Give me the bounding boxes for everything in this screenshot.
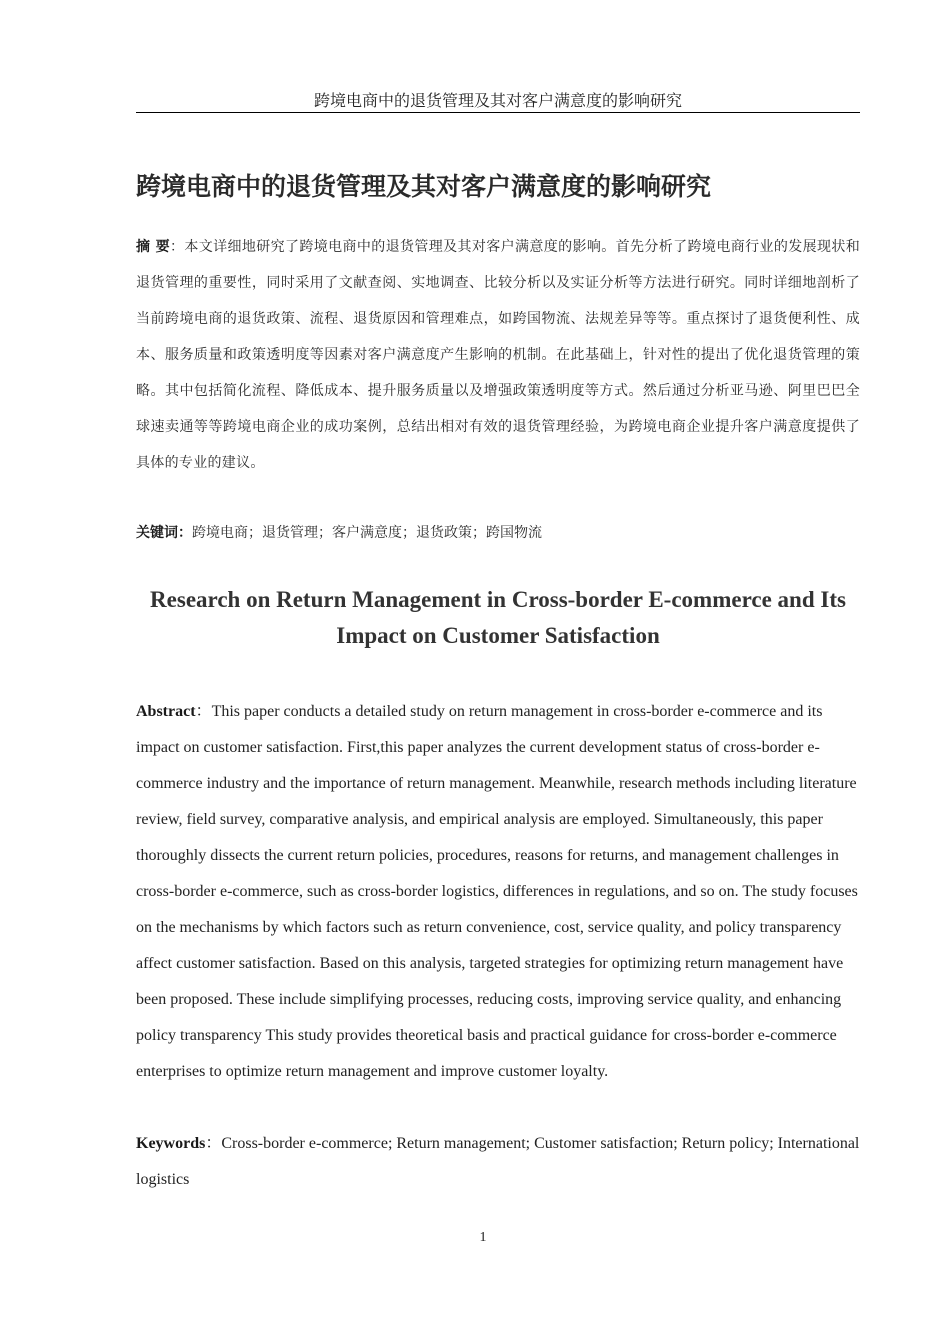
english-keywords-separator: ： (205, 1135, 222, 1152)
english-abstract-label: Abstract (136, 703, 196, 720)
chinese-keywords-label: 关键词： (136, 525, 192, 541)
chinese-keywords-text: 跨境电商；退货管理；客户满意度；退货政策；跨国物流 (192, 525, 542, 541)
chinese-keywords (136, 517, 860, 549)
english-keywords (136, 1126, 860, 1198)
english-title: Research on Return Management in Cross-border E-commerce and Its Impact on Customer Satisfaction (150, 587, 846, 648)
chinese-abstract-label: 摘 要 (136, 239, 171, 255)
english-abstract (136, 694, 862, 1090)
running-header: 跨境电商中的退货管理及其对客户满意度的影响研究 (136, 90, 860, 113)
page-number: 1 (479, 1230, 487, 1245)
english-keywords-label: Keywords (136, 1135, 206, 1152)
english-abstract-text: This paper conducts a detailed study on return management in cross-border e-commerce and its impact on customer satisfaction. First,this paper analyzes the current development status of cross-border e-commerce industry and the importance of return management. Meanwhile, research methods including literature review, field survey, comparative analysis, and empirical analysis are employed. Simultaneously, this paper thoroughly dissects the current return policies, procedures, reasons for returns, and management challenges in cross-border e-commerce, such as cross-border logistics, differences in regulations, and so on. The study focuses on the mechanisms by which factors such as return convenience, cost, service quality, and policy transparency affect customer satisfaction. Based on this analysis, targeted strategies for optimizing return management have been proposed. These include simplifying processes, reducing costs, improving service quality, and enhancing policy transparency This study provides theoretical basis and practical guidance for cross-border e-commerce enterprises to optimize return management and improve customer loyalty. (136, 703, 858, 1080)
chinese-title: 跨境电商中的退货管理及其对客户满意度的影响研究 (136, 172, 712, 201)
english-keywords-text: Cross-border e-commerce; Return management; Customer satisfaction; Return policy; International logistics (136, 1135, 860, 1188)
chinese-abstract (136, 229, 860, 481)
chinese-abstract-text: 本文详细地研究了跨境电商中的退货管理及其对客户满意度的影响。首先分析了跨境电商行业的发展现状和退货管理的重要性，同时采用了文献查阅、实地调查、比较分析以及实证分析等方法进行研究。同时详细地剖析了当前跨境电商的退货政策、流程、退货原因和管理难点，如跨国物流、法规差异等等。重点探讨了退货便利性、成本、服务质量和政策透明度等因素对客户满意度产生影响的机制。在此基础上，针对性的提出了优化退货管理的策略。其中包括简化流程、降低成本、提升服务质量以及增强政策透明度等方式。然后通过分析亚马逊、阿里巴巴全球速卖通等等跨境电商企业的成功案例，总结出相对有效的退货管理经验，为跨境电商企业提升客户满意度提供了具体的专业的建议。 (136, 239, 860, 471)
chinese-abstract-separator: ： (170, 239, 185, 255)
english-abstract-separator: ： (195, 703, 212, 720)
